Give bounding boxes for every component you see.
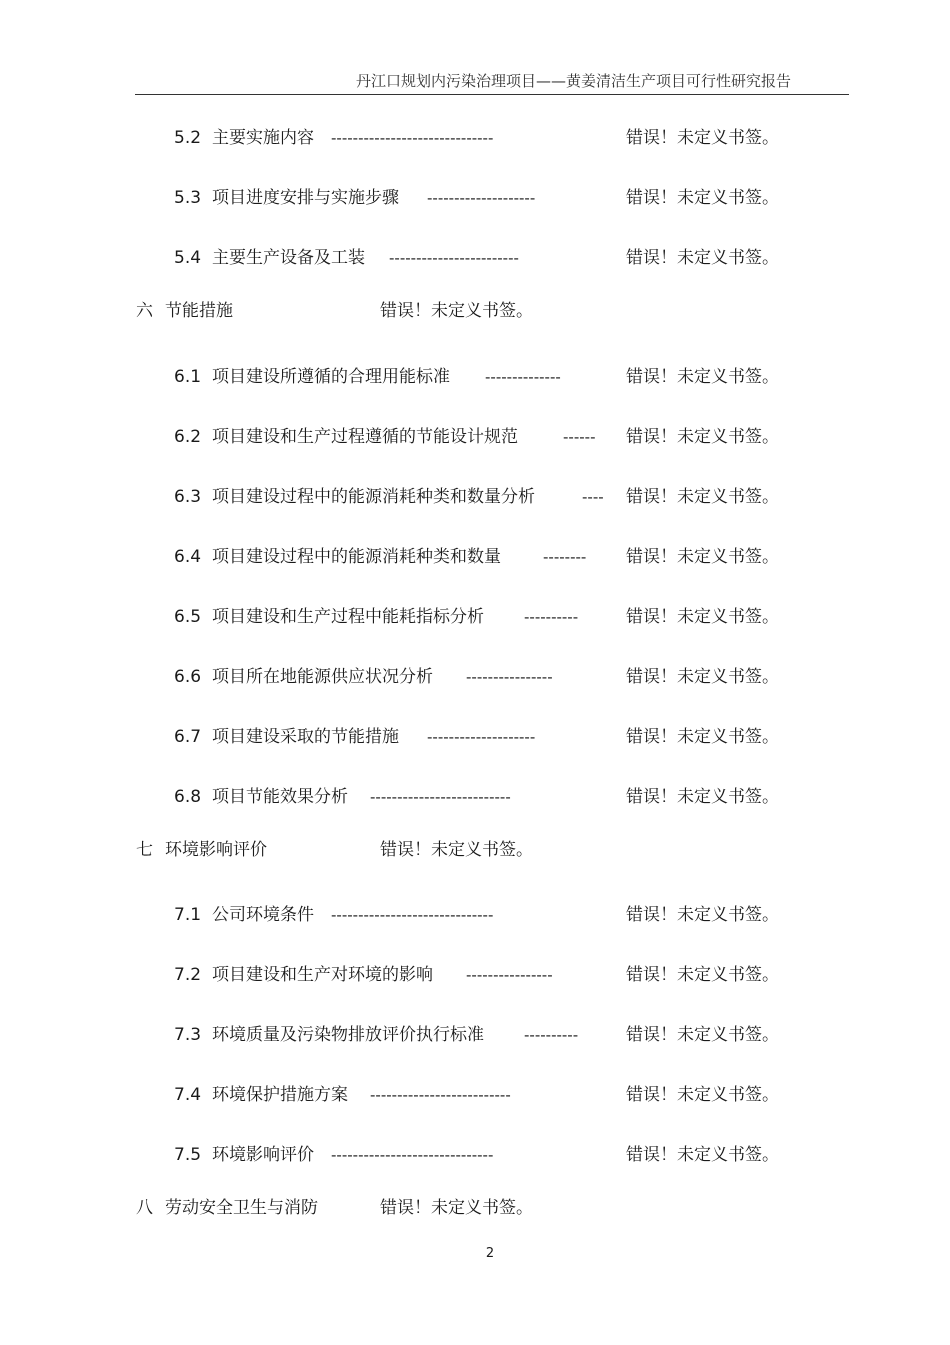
toc-leader-dashes: ---------------- — [466, 668, 553, 686]
toc-entry-page-ref: 错误！未定义书签。 — [380, 1198, 533, 1218]
toc-entry-title: 主要生产设备及工装 — [212, 248, 365, 268]
toc-entry-title: 项目建设和生产过程中能耗指标分析 — [212, 607, 484, 627]
toc-entry-number: 七 — [136, 840, 153, 860]
toc-entry-title: 主要实施内容 — [212, 128, 314, 148]
toc-leader-dashes: ---------- — [524, 1026, 579, 1044]
toc-leader-dashes: ---------------- — [466, 966, 553, 984]
toc-section-row[interactable] — [0, 298, 950, 324]
toc-entry-number: 7.3 — [174, 1025, 202, 1045]
toc-entry-row[interactable] — [0, 664, 950, 690]
toc-entry-number: 6.4 — [174, 547, 202, 567]
toc-entry-row[interactable] — [0, 125, 950, 151]
toc-entry-number: 6.8 — [174, 787, 202, 807]
toc-leader-dashes: ---- — [582, 488, 604, 506]
toc-entry-page-ref: 错误！未定义书签。 — [626, 128, 779, 148]
toc-entry-row[interactable] — [0, 902, 950, 928]
toc-entry-row[interactable] — [0, 484, 950, 510]
toc-leader-dashes: -------------------- — [427, 728, 536, 746]
toc-entry-title: 环境质量及污染物排放评价执行标准 — [212, 1025, 484, 1045]
toc-entry-title: 项目进度安排与实施步骤 — [212, 188, 399, 208]
toc-leader-dashes: -------------------- — [427, 189, 536, 207]
toc-leader-dashes: ------------------------------ — [331, 129, 494, 147]
toc-entry-page-ref: 错误！未定义书签。 — [626, 965, 779, 985]
toc-entry-page-ref: 错误！未定义书签。 — [626, 667, 779, 687]
toc-entry-page-ref: 错误！未定义书签。 — [626, 367, 779, 387]
toc-entry-page-ref: 错误！未定义书签。 — [626, 547, 779, 567]
toc-leader-dashes: ------------------------ — [389, 249, 519, 267]
toc-leader-dashes: -------------------------- — [370, 788, 511, 806]
toc-entry-title: 公司环境条件 — [212, 905, 314, 925]
toc-entry-page-ref: 错误！未定义书签。 — [626, 1085, 779, 1105]
toc-entry-number: 6.3 — [174, 487, 202, 507]
toc-entry-row[interactable] — [0, 724, 950, 750]
toc-entry-row[interactable] — [0, 364, 950, 390]
toc-entry-number: 7.5 — [174, 1145, 202, 1165]
toc-entry-title: 项目建设过程中的能源消耗种类和数量 — [212, 547, 501, 567]
toc-entry-row[interactable] — [0, 604, 950, 630]
toc-leader-dashes: -------------------------- — [370, 1086, 511, 1104]
toc-entry-number: 7.1 — [174, 905, 202, 925]
toc-entry-page-ref: 错误！未定义书签。 — [626, 248, 779, 268]
toc-entry-page-ref: 错误！未定义书签。 — [626, 607, 779, 627]
toc-entry-number: 6.7 — [174, 727, 202, 747]
toc-entry-number: 5.3 — [174, 188, 202, 208]
toc-entry-row[interactable] — [0, 424, 950, 450]
toc-entry-title: 项目所在地能源供应状况分析 — [212, 667, 433, 687]
toc-entry-title: 劳动安全卫生与消防 — [165, 1198, 318, 1218]
toc-entry-title: 项目建设和生产过程遵循的节能设计规范 — [212, 427, 518, 447]
toc-entry-page-ref: 错误！未定义书签。 — [626, 727, 779, 747]
toc-entry-number: 5.4 — [174, 248, 202, 268]
toc-entry-row[interactable] — [0, 245, 950, 271]
toc-entry-title: 项目建设采取的节能措施 — [212, 727, 399, 747]
toc-entry-title: 项目建设过程中的能源消耗种类和数量分析 — [212, 487, 535, 507]
toc-leader-dashes: ------------------------------ — [331, 1146, 494, 1164]
toc-entry-row[interactable] — [0, 784, 950, 810]
toc-entry-row[interactable] — [0, 1142, 950, 1168]
toc-entry-number: 6.5 — [174, 607, 202, 627]
toc-section-row[interactable] — [0, 837, 950, 863]
toc-leader-dashes: ---------- — [524, 608, 579, 626]
toc-entry-title: 环境保护措施方案 — [212, 1085, 348, 1105]
toc-entry-title: 节能措施 — [165, 301, 233, 321]
toc-entry-page-ref: 错误！未定义书签。 — [626, 787, 779, 807]
toc-entry-page-ref: 错误！未定义书签。 — [626, 905, 779, 925]
toc-entry-row[interactable] — [0, 185, 950, 211]
toc-entry-page-ref: 错误！未定义书签。 — [626, 427, 779, 447]
toc-entry-page-ref: 错误！未定义书签。 — [380, 840, 533, 860]
toc-entry-row[interactable] — [0, 1022, 950, 1048]
toc-entry-row[interactable] — [0, 1082, 950, 1108]
toc-leader-dashes: -------- — [543, 548, 587, 566]
toc-entry-row[interactable] — [0, 962, 950, 988]
toc-entry-number: 六 — [136, 301, 153, 321]
toc-entry-number: 6.2 — [174, 427, 202, 447]
toc-entry-number: 6.1 — [174, 367, 202, 387]
toc-entry-title: 项目建设和生产对环境的影响 — [212, 965, 433, 985]
toc-entry-page-ref: 错误！未定义书签。 — [380, 301, 533, 321]
toc-entry-row[interactable] — [0, 544, 950, 570]
toc-leader-dashes: ------ — [563, 428, 596, 446]
toc-entry-title: 环境影响评价 — [212, 1145, 314, 1165]
toc-leader-dashes: ------------------------------ — [331, 906, 494, 924]
toc-entry-page-ref: 错误！未定义书签。 — [626, 487, 779, 507]
toc-entry-title: 环境影响评价 — [165, 840, 267, 860]
toc-entry-title: 项目节能效果分析 — [212, 787, 348, 807]
header-title: 丹江口规划内污染治理项目——黄姜清洁生产项目可行性研究报告 — [355, 72, 791, 90]
toc-entry-page-ref: 错误！未定义书签。 — [626, 1025, 779, 1045]
toc-entry-number: 6.6 — [174, 667, 202, 687]
toc-entry-page-ref: 错误！未定义书签。 — [626, 1145, 779, 1165]
toc-leader-dashes: -------------- — [485, 368, 561, 386]
toc-entry-title: 项目建设所遵循的合理用能标准 — [212, 367, 450, 387]
toc-entry-page-ref: 错误！未定义书签。 — [626, 188, 779, 208]
page-number: 2 — [485, 1246, 495, 1261]
toc-entry-number: 7.4 — [174, 1085, 202, 1105]
toc-entry-number: 7.2 — [174, 965, 202, 985]
toc-entry-number: 八 — [136, 1198, 153, 1218]
toc-section-row[interactable] — [0, 1195, 950, 1221]
toc-entry-number: 5.2 — [174, 128, 202, 148]
